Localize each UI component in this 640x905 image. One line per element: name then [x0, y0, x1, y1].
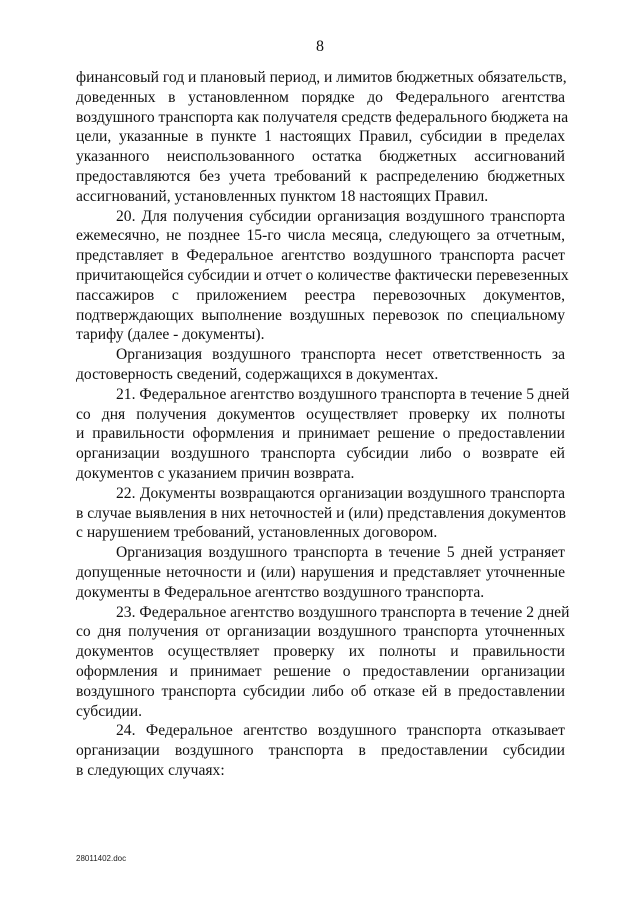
text-line: 24. Федеральное агентство воздушного транспорта отказывает [116, 722, 565, 740]
text-line: финансовый год и плановый период, и лимитов бюджетных обязательств, [76, 69, 567, 86]
text-line: тарифу (далее - документы). [76, 326, 265, 344]
text-line: Организация воздушного транспорта в течение 5 дней устраняет [116, 544, 565, 562]
text-line: документов осуществляет проверку их полноты и правильности [76, 643, 565, 661]
text-line: 22. Документы возвращаются организации воздушного транспорта [116, 484, 565, 502]
text-line: документы в Федеральное агентство воздушного транспорта. [76, 583, 485, 601]
text-line: со дня получения документов осуществляет проверку их полноты [76, 405, 565, 423]
text-line: предоставляются без учета требований к распределению бюджетных [76, 167, 565, 185]
text-line: ассигнований, установленных пунктом 18 настоящих Правил. [76, 187, 489, 205]
text-line: в следующих случаях: [76, 761, 225, 779]
text-line: воздушного транспорта как получателя средств федерального бюджета на [76, 108, 569, 126]
text-line: доведенных в установленном порядке до Федерального агентства [76, 88, 565, 106]
paragraph-24 [76, 721, 565, 780]
text-line: 21. Федеральное агентство воздушного транспорта в течение 5 дней [116, 385, 570, 403]
text-line: с нарушением требований, установленных договором. [76, 524, 438, 542]
text-line: и правильности оформления и принимает решение о предоставлении [76, 425, 565, 443]
paragraph [76, 345, 565, 385]
text-line: оформления и принимает решение о предоставлении организации [76, 662, 565, 680]
text-line: организации воздушного транспорта в предоставлении субсидии [76, 742, 565, 760]
paragraph-23 [76, 603, 570, 722]
text-line: причитающейся субсидии и отчет о количестве фактически перевезенных [76, 266, 569, 284]
text-line: 20. Для получения субсидии организация воздушного транспорта [116, 207, 565, 225]
text-line: со дня получения от организации воздушного транспорта уточненных [76, 623, 565, 641]
text-line: в случае выявления в них неточностей и (или) представления документов [76, 504, 567, 522]
text-line: субсидии. [76, 702, 143, 720]
text-line: цели, указанные в пункте 1 настоящих Правил, субсидии в пределах [76, 128, 565, 146]
footer-file-name: 28011402.doc [76, 854, 127, 863]
document-body [76, 68, 570, 781]
paragraph-22 [76, 484, 565, 543]
text-line: достоверность сведений, содержащихся в документах. [76, 365, 439, 383]
text-line: документов с указанием причин возврата. [76, 464, 355, 482]
paragraph-20 [76, 207, 569, 346]
paragraph [76, 68, 569, 207]
text-line: ежемесячно, не позднее 15-го числа месяца, следующего за отчетным, [76, 227, 565, 245]
text-line: организации воздушного транспорта субсидии либо о возврате ей [76, 445, 565, 463]
text-line: допущенные неточности и (или) нарушения и представляет уточненные [76, 563, 565, 581]
text-line: пассажиров с приложением реестра перевозочных документов, [76, 286, 565, 304]
text-line: Организация воздушного транспорта несет ответственность за [116, 346, 565, 364]
paragraph-21 [76, 385, 570, 484]
text-line: 23. Федеральное агентство воздушного транспорта в течение 2 дней [116, 603, 570, 621]
paragraph [76, 543, 565, 602]
text-line: указанного неиспользованного остатка бюджетных ассигнований [76, 148, 565, 166]
text-line: воздушного транспорта субсидии либо об отказе ей в предоставлении [76, 682, 565, 700]
page-number: 8 [316, 38, 324, 55]
text-line: подтверждающих выполнение воздушных перевозок по специальному [76, 306, 565, 324]
text-line: представляет в Федеральное агентство воздушного транспорта расчет [76, 247, 565, 265]
